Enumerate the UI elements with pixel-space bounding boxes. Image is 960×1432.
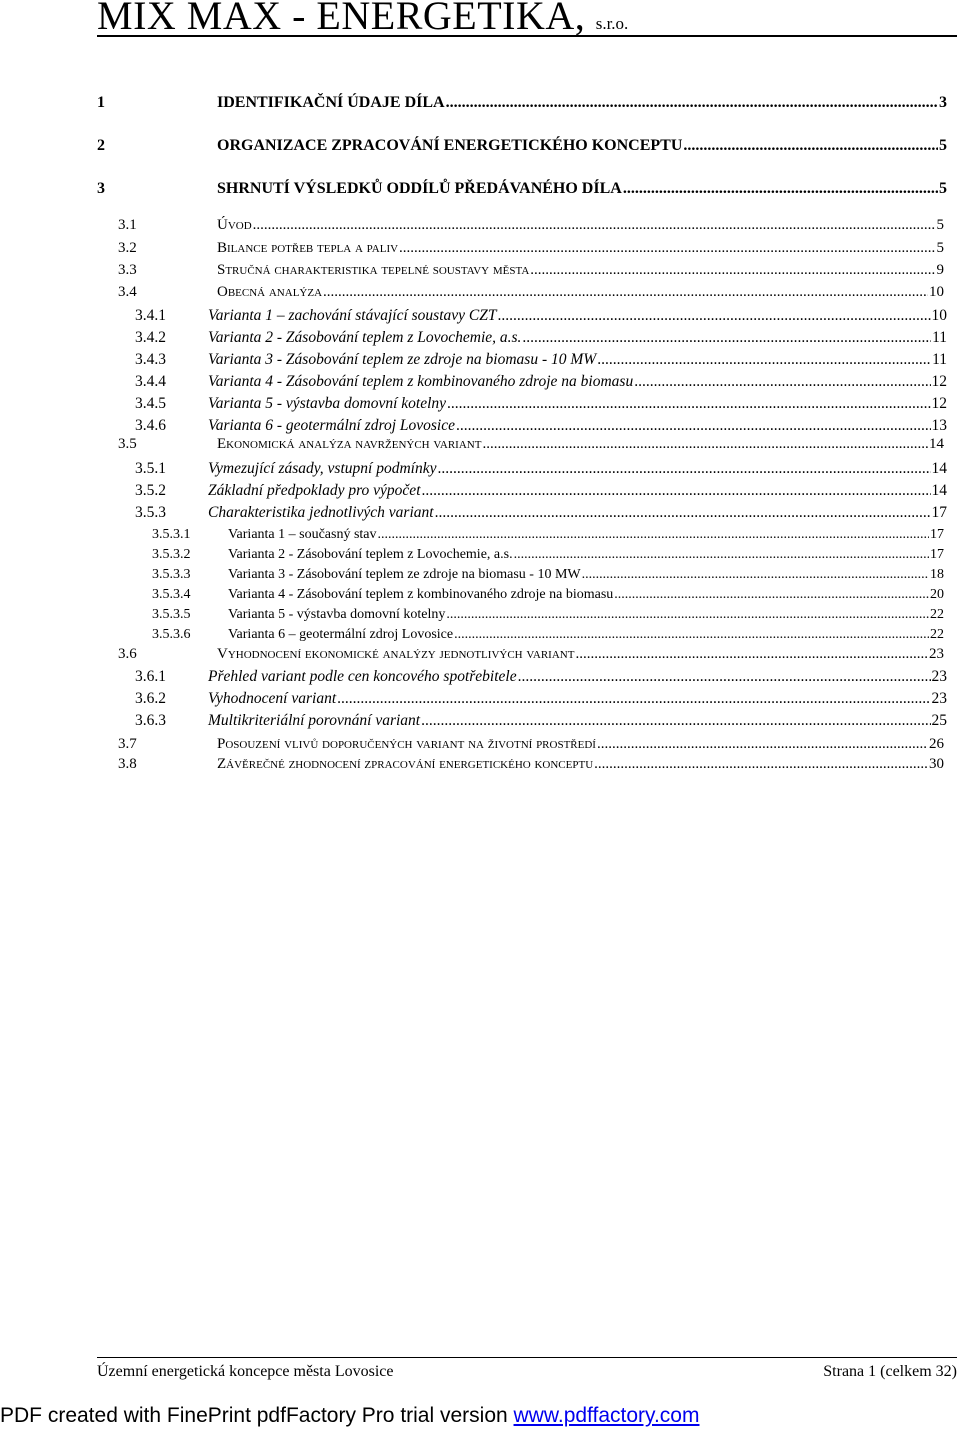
toc-dot-leader [399,240,935,257]
toc-entry[interactable] [97,180,947,198]
toc-dot-leader [582,567,929,583]
toc-dot-leader [634,373,930,391]
toc-entry-page: 10 [929,284,944,300]
toc-entry-page: 11 [932,351,947,368]
page-footer [97,1357,957,1381]
toc-dot-leader [437,460,930,478]
toc-dot-leader [454,627,929,643]
toc-entry[interactable] [135,668,947,686]
toc-entry-title: Varianta 3 - Zásobování teplem ze zdroje na biomasu - 10 MW [228,567,581,582]
toc-entry[interactable] [135,460,947,478]
toc-dot-leader [522,329,931,347]
toc-entry-title: Varianta 3 - Zásobování teplem ze zdroje na biomasu - 10 MW [208,351,597,368]
toc-entry-number: 3.7 [118,736,137,752]
company-title: MIX MAX - ENERGETIKA, [97,0,586,38]
toc-dot-leader [683,137,938,155]
toc-entry-title: Stručná charakteristika tepelné soustavy města [217,262,530,278]
toc-entry-page: 5 [936,217,944,233]
toc-entry[interactable] [135,712,947,730]
toc-dot-leader [623,180,938,198]
toc-entry-title: Varianta 4 - Zásobování teplem z kombinovaného zdroje na biomasu [208,373,634,390]
toc-dot-leader [575,646,928,663]
toc-entry-number: 2 [97,137,105,154]
footer-page-number: Strana 1 (celkem 32) [823,1363,957,1380]
toc-entry[interactable] [118,736,944,753]
toc-entry-number: 3.8 [118,756,137,772]
toc-entry-number: 3.4.6 [135,417,166,434]
pdf-watermark-link[interactable]: www.pdffactory.com [513,1404,700,1427]
toc-entry[interactable] [135,504,947,522]
toc-entry-page: 17 [930,527,944,542]
toc-entry-number: 3.4.2 [135,329,166,346]
pdf-watermark [0,1404,699,1428]
toc-entry-page: 14 [931,460,947,477]
toc-entry[interactable] [152,587,944,603]
toc-entry-number: 3.5.3.5 [152,607,191,622]
toc-entry[interactable] [135,417,947,435]
toc-dot-leader [421,712,930,730]
toc-entry-page: 20 [930,587,944,602]
toc-dot-leader [594,756,928,773]
toc-entry-page: 23 [931,668,947,685]
toc-entry-page: 3 [939,94,947,111]
toc-entry-page: 12 [931,395,947,412]
toc-entry-title: Ekonomická analýza navržených variant [217,436,482,452]
pdf-watermark-text: PDF created with FinePrint pdfFactory Pro trial version [0,1404,514,1427]
toc-entry-number: 3.5.3.6 [152,627,191,642]
toc-entry-title: Varianta 1 – zachování stávající soustavy CZT [208,307,497,324]
toc-entry-page: 23 [929,646,944,662]
toc-entry-title: Varianta 6 – geotermální zdroj Lovosice [228,627,454,642]
toc-entry-number: 1 [97,94,105,111]
toc-entry[interactable] [152,627,944,643]
toc-dot-leader [446,94,938,112]
toc-entry-page: 22 [930,607,944,622]
toc-dot-leader [497,307,930,325]
toc-entry[interactable] [152,547,944,563]
toc-entry-page: 11 [932,329,947,346]
toc-entry-title: Multikriteriální porovnání variant [208,712,421,729]
company-suffix: s.r.o. [595,14,629,33]
toc-entry-number: 3.5.3.4 [152,587,191,602]
toc-entry-number: 3.6.3 [135,712,166,729]
footer-document-title: Územní energetická koncepce města Lovosice [97,1363,394,1380]
toc-entry[interactable] [152,607,944,623]
toc-dot-leader [614,587,929,603]
toc-entry[interactable] [135,329,947,347]
toc-entry-number: 3.6.2 [135,690,166,707]
toc-entry-title: Přehled variant podle cen koncového spotřebitele [208,668,517,685]
toc-entry-number: 3.4.5 [135,395,166,412]
toc-entry[interactable] [118,756,944,773]
toc-entry-title: Varianta 2 - Zásobování teplem z Lovochemie, a.s. [228,547,513,562]
toc-entry-number: 3.4 [118,284,137,300]
toc-entry-number: 3.5.3 [135,504,166,521]
toc-dot-leader [597,736,928,753]
toc-entry-title: SHRNUTÍ VÝSLEDKŮ ODDÍLŮ PŘEDÁVANÉHO DÍLA [217,180,622,197]
toc-dot-leader [323,284,928,301]
toc-entry[interactable] [135,482,947,500]
toc-entry-title: Varianta 6 - geotermální zdroj Lovosice [208,417,455,434]
toc-dot-leader [435,504,931,522]
toc-entry-number: 3.4.1 [135,307,166,324]
toc-entry-page: 10 [931,307,947,324]
toc-entry-number: 3.5.3.3 [152,567,191,582]
toc-entry-page: 17 [931,504,947,521]
toc-entry-page: 22 [930,627,944,642]
toc-entry-page: 13 [931,417,947,434]
toc-entry-title: IDENTIFIKAČNÍ ÚDAJE DÍLA [217,94,445,111]
toc-entry-page: 14 [929,436,944,452]
toc-entry[interactable] [118,217,944,234]
toc-entry[interactable] [135,351,947,369]
toc-entry[interactable] [118,240,944,257]
toc-dot-leader [530,262,935,279]
toc-dot-leader [518,668,931,686]
toc-entry-title: Obecná analýza [217,284,323,300]
toc-entry-title: Varianta 4 - Zásobování teplem z kombinovaného zdroje na biomasu [228,587,614,602]
toc-entry-title: Varianta 1 – současný stav [228,527,377,542]
toc-entry-number: 3.5 [118,436,137,452]
toc-entry[interactable] [152,527,944,543]
toc-entry-number: 3.4.4 [135,373,166,390]
toc-entry-title: Vyhodnocení ekonomické analýzy jednotlivých variant [217,646,575,662]
toc-entry[interactable] [118,284,944,301]
toc-entry[interactable] [135,395,947,413]
toc-entry-title: Závěrečné zhodnocení zpracování energetického konceptu [217,756,594,772]
toc-entry-number: 3.5.1 [135,460,166,477]
toc-dot-leader [446,607,929,623]
toc-dot-leader [447,395,930,413]
toc-entry[interactable] [97,137,947,155]
toc-entry-page: 14 [931,482,947,499]
toc-entry-page: 17 [930,547,944,562]
toc-dot-leader [422,482,931,500]
toc-entry-number: 3.6.1 [135,668,166,685]
toc-entry-title: Vymezující zásady, vstupní podmínky [208,460,437,477]
toc-entry[interactable] [118,262,944,279]
toc-entry-number: 3.5.3.1 [152,527,191,542]
toc-entry[interactable] [135,373,947,391]
toc-entry-title: Základní předpoklady pro výpočet [208,482,421,499]
toc-dot-leader [337,690,930,708]
toc-entry[interactable] [135,307,947,325]
toc-entry-number: 3.1 [118,217,137,233]
toc-entry-number: 3.2 [118,240,137,256]
toc-entry[interactable] [118,436,944,453]
toc-entry-page: 30 [929,756,944,772]
toc-entry-number: 3.6 [118,646,137,662]
toc-dot-leader [378,527,929,543]
toc-dot-leader [456,417,931,435]
toc-entry-page: 12 [931,373,947,390]
toc-entry-title: Vyhodnocení variant [208,690,337,707]
toc-entry-page: 5 [936,240,944,256]
toc-entry[interactable] [135,690,947,708]
toc-dot-leader [253,217,936,234]
toc-entry-title: Varianta 2 - Zásobování teplem z Lovochemie, a.s. [208,329,522,346]
toc-entry-page: 18 [930,567,944,582]
toc-dot-leader [514,547,929,563]
toc-entry-number: 3.5.2 [135,482,166,499]
toc-entry-page: 25 [931,712,947,729]
toc-entry-number: 3.3 [118,262,137,278]
toc-dot-leader [597,351,931,369]
toc-dot-leader [482,436,928,453]
toc-entry-title: Varianta 5 - výstavba domovní kotelny [228,607,446,622]
toc-entry-title: Charakteristika jednotlivých variant [208,504,434,521]
toc-entry[interactable] [97,94,947,112]
toc-entry[interactable] [152,567,944,583]
toc-entry[interactable] [118,646,944,663]
toc-entry-number: 3 [97,180,105,197]
toc-entry-number: 3.5.3.2 [152,547,191,562]
toc-entry-number: 3.4.3 [135,351,166,368]
toc-entry-page: 9 [936,262,944,278]
toc-entry-page: 23 [931,690,947,707]
toc-entry-title: ORGANIZACE ZPRACOVÁNÍ ENERGETICKÉHO KONCEPTU [217,137,683,154]
toc-entry-title: Úvod [217,217,252,233]
toc-entry-page: 5 [939,180,947,197]
toc-entry-page: 26 [929,736,944,752]
toc-entry-title: Bilance potřeb tepla a paliv [217,240,399,256]
toc-entry-title: Varianta 5 - výstavba domovní kotelny [208,395,447,412]
toc-entry-title: Posouzení vlivů doporučených variant na životní prostředí [217,736,596,752]
toc-entry-page: 5 [939,137,947,154]
